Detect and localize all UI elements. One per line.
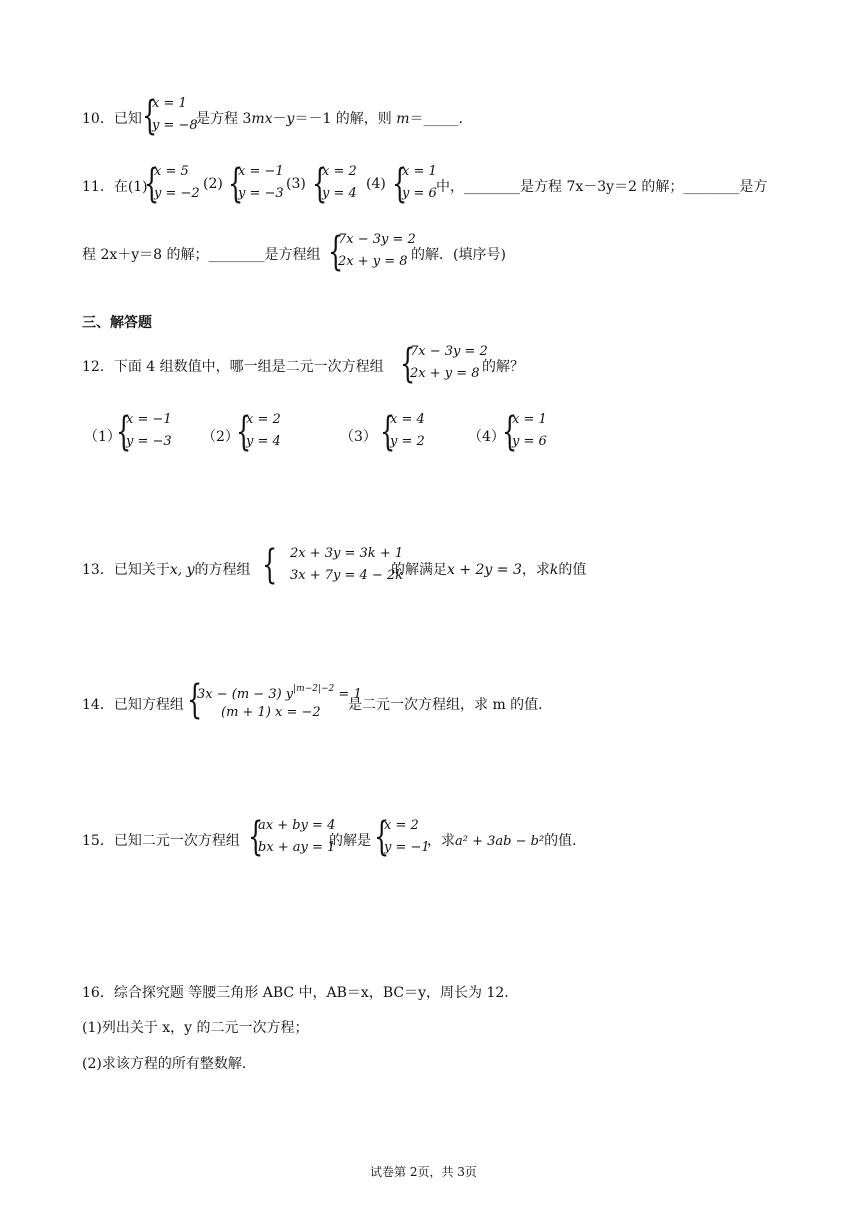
- q15-mid: 的解是: [329, 833, 371, 849]
- q13-condition: 的解满足x + 2y = 3，求k的值: [391, 562, 587, 578]
- page-footer: 试卷第 2页，共 3页: [370, 1165, 477, 1179]
- q12-label-2: （2）: [202, 429, 239, 445]
- q12-label-3: （3）: [340, 429, 377, 445]
- q12-suffix: 的解？: [482, 359, 524, 375]
- q14-suffix: 是二元一次方程组，求 m 的值．: [348, 697, 553, 713]
- q16-line1: 16．综合探究题 等腰三角形 ABC 中，AB＝x，BC＝y，周长为 12.: [82, 985, 509, 1001]
- q12-label-4: （4）: [468, 429, 505, 445]
- q16-line3: (2)求该方程的所有整数解．: [82, 1056, 256, 1072]
- q12-label-1: （1）: [84, 429, 121, 445]
- q12-prefix: 12．下面 4 组数值中，哪一组是二元一次方程组: [82, 359, 384, 375]
- brace-icon: {: [142, 93, 158, 139]
- q11-line2-prefix: 程 2x＋y＝8 的解；________是方程组: [82, 247, 321, 263]
- q11-label-2: (2): [203, 176, 223, 192]
- q13-text: 13．已知关于x, y的方程组: [82, 562, 251, 578]
- q10-text: 是方程 3mx－y＝－1 的解，则 m＝_____.: [196, 111, 463, 127]
- q10-prefix: 10．已知: [82, 111, 142, 127]
- q16-line2: (1)列出关于 x，y 的二元一次方程；: [82, 1020, 309, 1036]
- q10-system: { x = 1 y = −8: [142, 93, 198, 139]
- q11-label-3: (3): [286, 176, 306, 192]
- q11-after: 中，________是方程 7x－3y＝2 的解；________是方: [436, 179, 768, 195]
- q15-prefix: 15．已知二元一次方程组: [82, 833, 240, 849]
- q11-line2-suffix: 的解．(填序号): [411, 247, 506, 263]
- q11-label-4: (4): [366, 176, 386, 192]
- section-title: 三、解答题: [82, 315, 152, 331]
- q14-prefix: 14．已知方程组: [82, 697, 184, 713]
- q11-prefix: 11．在(1): [82, 179, 148, 195]
- q15-after: ，求a² + 3ab − b²的值．: [427, 833, 587, 849]
